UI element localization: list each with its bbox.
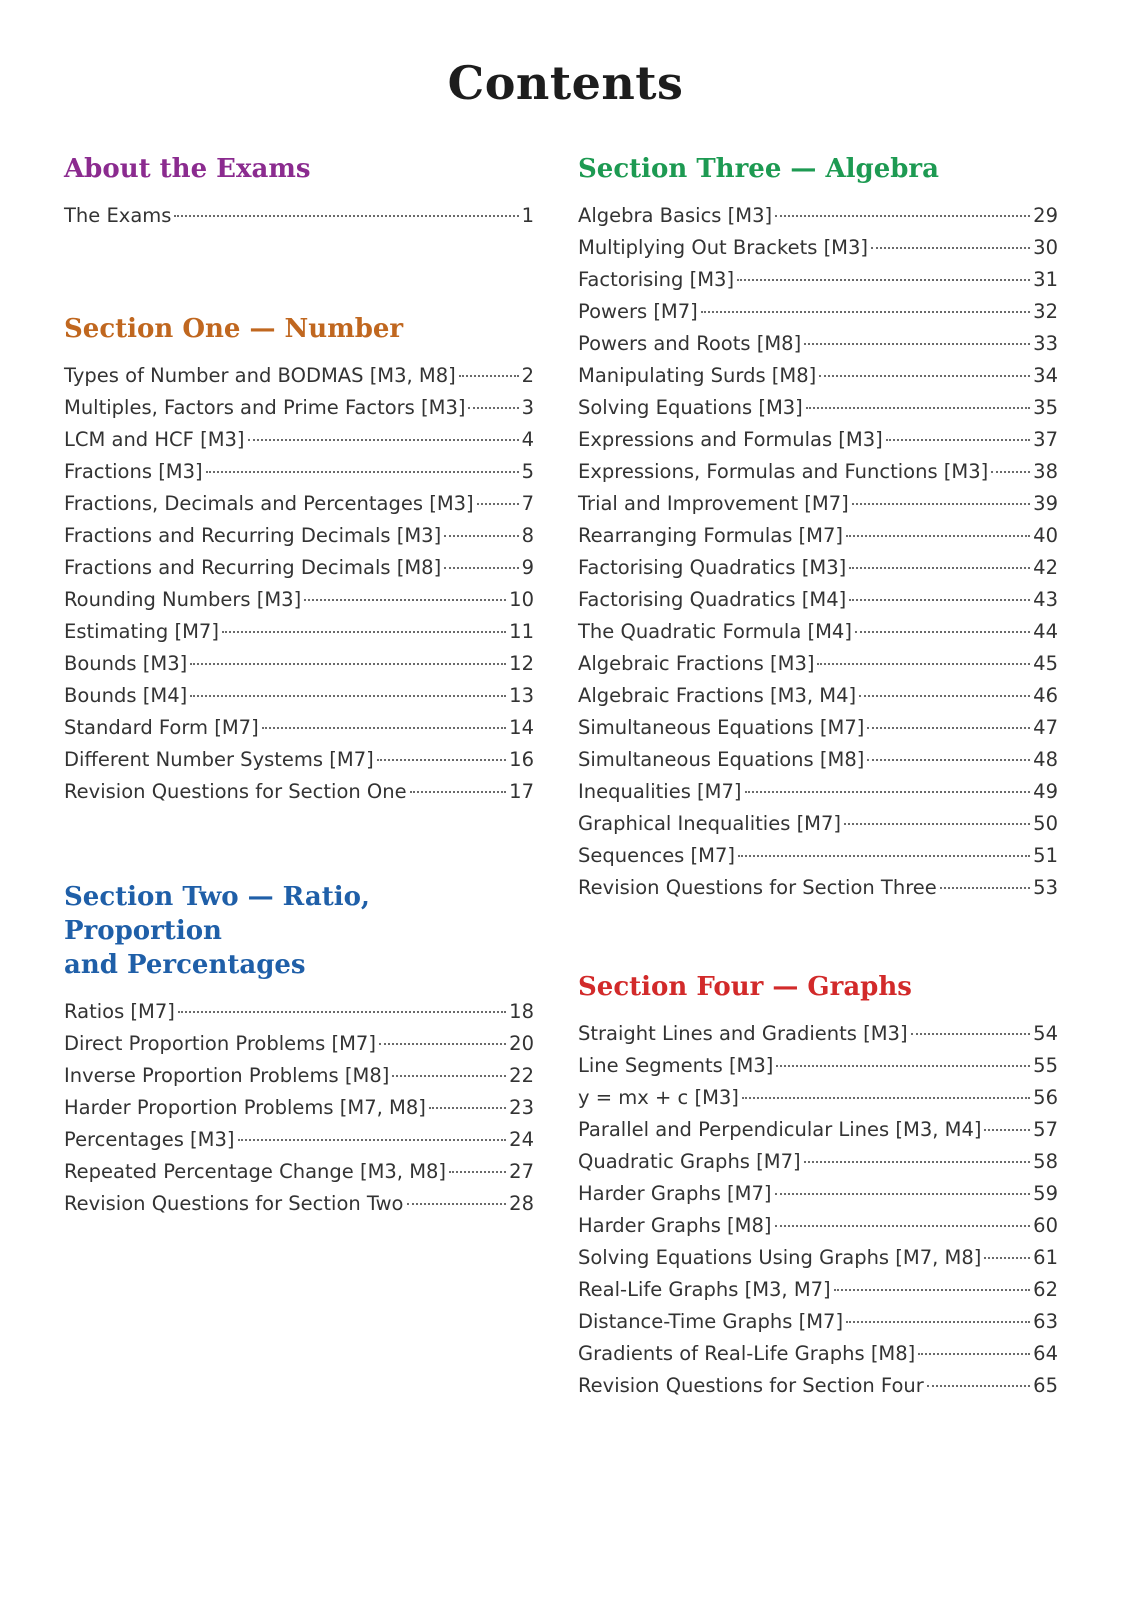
toc-entry-label: Expressions and Formulas [M3] <box>578 428 883 451</box>
dot-leader <box>775 215 1030 217</box>
dot-leader <box>304 599 506 601</box>
toc-entry[interactable] <box>64 360 534 392</box>
toc-entry-page-number: 64 <box>1033 1342 1058 1365</box>
toc-entry-label: Types of Number and BODMAS [M3, M8] <box>64 364 456 387</box>
entries-about <box>64 200 534 232</box>
toc-entry-page-number: 8 <box>521 524 534 547</box>
dot-leader <box>738 855 1030 857</box>
toc-entry-page-number: 33 <box>1033 332 1058 355</box>
toc-entry-page-number: 49 <box>1033 780 1058 803</box>
toc-entry-page-number: 3 <box>521 396 534 419</box>
toc-entry[interactable] <box>578 872 1058 904</box>
dot-leader <box>444 567 518 569</box>
dot-leader <box>701 311 1030 313</box>
toc-entry-label: Fractions and Recurring Decimals [M8] <box>64 556 442 579</box>
toc-entry[interactable] <box>64 552 534 584</box>
toc-entry-page-number: 57 <box>1033 1118 1058 1141</box>
toc-entry-page-number: 29 <box>1033 204 1058 227</box>
toc-entry[interactable] <box>578 392 1058 424</box>
dot-leader <box>206 471 519 473</box>
toc-entry[interactable] <box>578 1018 1058 1050</box>
toc-entry[interactable] <box>578 296 1058 328</box>
toc-entry-page-number: 32 <box>1033 300 1058 323</box>
toc-entry-label: The Exams <box>64 204 172 227</box>
toc-entry-page-number: 20 <box>509 1032 534 1055</box>
toc-entry[interactable] <box>578 584 1058 616</box>
toc-entry[interactable] <box>578 232 1058 264</box>
toc-entry-label: Revision Questions for Section Four <box>578 1374 924 1397</box>
toc-entry-page-number: 9 <box>521 556 534 579</box>
toc-entry-page-number: 43 <box>1033 588 1058 611</box>
toc-entry-label: Harder Proportion Problems [M7, M8] <box>64 1096 426 1119</box>
dot-leader <box>174 215 518 217</box>
toc-entry-page-number: 47 <box>1033 716 1058 739</box>
toc-entry-label: Factorising Quadratics [M4] <box>578 588 847 611</box>
toc-entry[interactable] <box>578 1146 1058 1178</box>
dot-leader <box>844 823 1030 825</box>
toc-entry-label: Graphical Inequalities [M7] <box>578 812 842 835</box>
dot-leader <box>392 1075 506 1077</box>
toc-entry[interactable] <box>64 1060 534 1092</box>
toc-entry[interactable] <box>64 424 534 456</box>
toc-entry-page-number: 5 <box>521 460 534 483</box>
toc-entry-page-number: 60 <box>1033 1214 1058 1237</box>
toc-entry-label: Powers and Roots [M8] <box>578 332 802 355</box>
toc-entry-page-number: 30 <box>1033 236 1058 259</box>
toc-entry-page-number: 22 <box>509 1064 534 1087</box>
dot-leader <box>918 1353 1030 1355</box>
entries-graphs <box>578 1018 1058 1402</box>
toc-entry-page-number: 38 <box>1033 460 1058 483</box>
toc-entry[interactable] <box>578 776 1058 808</box>
toc-entry-page-number: 58 <box>1033 1150 1058 1173</box>
toc-entry-label: The Quadratic Formula [M4] <box>578 620 852 643</box>
toc-entry-label: Factorising [M3] <box>578 268 735 291</box>
toc-entry-page-number: 50 <box>1033 812 1058 835</box>
toc-entry-label: Quadratic Graphs [M7] <box>578 1150 801 1173</box>
section-heading-about: About the Exams <box>64 154 311 184</box>
toc-entry-label: Inequalities [M7] <box>578 780 742 803</box>
toc-entry-page-number: 24 <box>509 1128 534 1151</box>
toc-entry-page-number: 59 <box>1033 1182 1058 1205</box>
toc-entry-page-number: 42 <box>1033 556 1058 579</box>
toc-entry[interactable] <box>578 1338 1058 1370</box>
toc-entry[interactable] <box>64 648 534 680</box>
dot-leader <box>737 279 1030 281</box>
dot-leader <box>940 887 1030 889</box>
toc-entry-page-number: 31 <box>1033 268 1058 291</box>
dot-leader <box>846 1321 1030 1323</box>
toc-entry[interactable] <box>64 1092 534 1124</box>
toc-entry-page-number: 46 <box>1033 684 1058 707</box>
toc-entry[interactable] <box>64 680 534 712</box>
toc-entry-page-number: 48 <box>1033 748 1058 771</box>
dot-leader <box>871 247 1030 249</box>
toc-entry[interactable] <box>578 1274 1058 1306</box>
toc-entry[interactable] <box>578 648 1058 680</box>
toc-entry-page-number: 18 <box>509 1000 534 1023</box>
toc-entry[interactable] <box>64 488 534 520</box>
toc-entry[interactable] <box>64 712 534 744</box>
toc-entry-page-number: 11 <box>509 620 534 643</box>
toc-entry-page-number: 13 <box>509 684 534 707</box>
toc-entry-label: Percentages [M3] <box>64 1128 235 1151</box>
toc-entry[interactable] <box>578 616 1058 648</box>
toc-entry-page-number: 53 <box>1033 876 1058 899</box>
toc-entry-page-number: 62 <box>1033 1278 1058 1301</box>
dot-leader <box>407 1203 507 1205</box>
toc-entry[interactable] <box>578 680 1058 712</box>
dot-leader <box>806 407 1030 409</box>
toc-entry-page-number: 54 <box>1033 1022 1058 1045</box>
toc-entry-page-number: 10 <box>509 588 534 611</box>
dot-leader <box>804 343 1030 345</box>
toc-entry[interactable] <box>578 1178 1058 1210</box>
dot-leader <box>911 1033 1031 1035</box>
toc-entry-label: Simultaneous Equations [M8] <box>578 748 865 771</box>
toc-entry-label: Real-Life Graphs [M3, M7] <box>578 1278 831 1301</box>
toc-entry[interactable] <box>578 520 1058 552</box>
section-algebra <box>578 152 1058 904</box>
toc-entry-page-number: 34 <box>1033 364 1058 387</box>
toc-entry-label: Bounds [M3] <box>64 652 188 675</box>
section-graphs <box>578 970 1058 1402</box>
toc-entry[interactable] <box>578 1050 1058 1082</box>
toc-entry-page-number: 51 <box>1033 844 1058 867</box>
toc-entry-label: Solving Equations [M3] <box>578 396 803 419</box>
toc-entry-page-number: 16 <box>509 748 534 771</box>
toc-entry-label: Multiplying Out Brackets [M3] <box>578 236 869 259</box>
toc-entry-label: Distance-Time Graphs [M7] <box>578 1310 844 1333</box>
toc-entry-page-number: 7 <box>521 492 534 515</box>
dot-leader <box>775 1193 1031 1195</box>
dot-leader <box>222 631 506 633</box>
section-heading-ratio-line2: and Percentages <box>64 950 306 980</box>
dot-leader <box>775 1225 1031 1227</box>
toc-entry[interactable] <box>64 520 534 552</box>
toc-entry-label: Revision Questions for Section Two <box>64 1192 404 1215</box>
toc-entry-page-number: 65 <box>1033 1374 1058 1397</box>
dot-leader <box>238 1139 507 1141</box>
dot-leader <box>776 1065 1030 1067</box>
toc-entry[interactable] <box>578 488 1058 520</box>
toc-entry[interactable] <box>64 1188 534 1220</box>
toc-entry-page-number: 23 <box>509 1096 534 1119</box>
toc-entry[interactable] <box>578 424 1058 456</box>
toc-entry-label: Revision Questions for Section Three <box>578 876 937 899</box>
toc-entry[interactable] <box>64 616 534 648</box>
toc-entry[interactable] <box>64 584 534 616</box>
dot-leader <box>477 503 519 505</box>
toc-entry-page-number: 27 <box>509 1160 534 1183</box>
dot-leader <box>742 1097 1030 1099</box>
entries-algebra <box>578 200 1058 904</box>
toc-entry-page-number: 37 <box>1033 428 1058 451</box>
toc-entry[interactable] <box>578 744 1058 776</box>
toc-entry[interactable] <box>64 776 534 808</box>
dot-leader <box>248 439 519 441</box>
toc-entry-label: Parallel and Perpendicular Lines [M3, M4] <box>578 1118 982 1141</box>
toc-entry-page-number: 35 <box>1033 396 1058 419</box>
toc-entry[interactable] <box>64 996 534 1028</box>
toc-entry-label: Powers [M7] <box>578 300 698 323</box>
section-heading-algebra: Section Three — Algebra <box>578 154 939 184</box>
toc-entry[interactable] <box>578 1082 1058 1114</box>
dot-leader <box>410 791 507 793</box>
toc-entry[interactable] <box>578 456 1058 488</box>
toc-entry-page-number: 2 <box>521 364 534 387</box>
toc-entry-label: Repeated Percentage Change [M3, M8] <box>64 1160 447 1183</box>
toc-entry-label: Revision Questions for Section One <box>64 780 407 803</box>
toc-entry-page-number: 28 <box>509 1192 534 1215</box>
toc-entry-label: Estimating [M7] <box>64 620 219 643</box>
entries-ratio <box>64 996 534 1220</box>
toc-entry[interactable] <box>578 1306 1058 1338</box>
dot-leader <box>449 1171 506 1173</box>
toc-entry[interactable] <box>578 840 1058 872</box>
dot-leader <box>379 1043 506 1045</box>
dot-leader <box>849 567 1030 569</box>
toc-entry-page-number: 56 <box>1033 1086 1058 1109</box>
toc-entry-page-number: 63 <box>1033 1310 1058 1333</box>
toc-entry[interactable] <box>578 712 1058 744</box>
section-ratio <box>64 880 534 1220</box>
toc-entry-page-number: 17 <box>509 780 534 803</box>
toc-entry-label: Different Number Systems [M7] <box>64 748 374 771</box>
dot-leader <box>984 1129 1030 1131</box>
toc-entry[interactable] <box>578 808 1058 840</box>
dot-leader <box>852 503 1030 505</box>
toc-entry[interactable] <box>64 1156 534 1188</box>
toc-entry[interactable] <box>64 392 534 424</box>
dot-leader <box>927 1385 1030 1387</box>
dot-leader <box>459 375 519 377</box>
toc-entry-page-number: 61 <box>1033 1246 1058 1269</box>
dot-leader <box>886 439 1030 441</box>
toc-entry-label: Simultaneous Equations [M7] <box>578 716 865 739</box>
toc-entry[interactable] <box>578 1210 1058 1242</box>
toc-entry-page-number: 14 <box>509 716 534 739</box>
dot-leader <box>834 1289 1031 1291</box>
dot-leader <box>817 663 1030 665</box>
section-heading-ratio-line1: Section Two — Ratio, Proportion <box>64 882 370 946</box>
toc-entry-label: Algebraic Fractions [M3, M4] <box>578 684 857 707</box>
dot-leader <box>991 471 1030 473</box>
dot-leader <box>377 759 506 761</box>
dot-leader <box>745 791 1031 793</box>
section-about <box>64 152 534 232</box>
toc-entry-label: Expressions, Formulas and Functions [M3] <box>578 460 989 483</box>
toc-entry-label: Straight Lines and Gradients [M3] <box>578 1022 908 1045</box>
toc-entry-label: Inverse Proportion Problems [M8] <box>64 1064 390 1087</box>
toc-entry-page-number: 39 <box>1033 492 1058 515</box>
toc-entry[interactable] <box>578 264 1058 296</box>
toc-entry[interactable] <box>64 744 534 776</box>
toc-entry-label: Direct Proportion Problems [M7] <box>64 1032 376 1055</box>
dot-leader <box>846 535 1030 537</box>
dot-leader <box>804 1161 1031 1163</box>
toc-entry-label: Fractions, Decimals and Percentages [M3] <box>64 492 474 515</box>
section-number <box>64 312 534 808</box>
toc-entry[interactable] <box>64 200 534 232</box>
toc-entry-label: Harder Graphs [M8] <box>578 1214 772 1237</box>
dot-leader <box>190 695 506 697</box>
dot-leader <box>867 727 1030 729</box>
section-heading-number: Section One — Number <box>64 314 404 344</box>
toc-entry-label: Gradients of Real-Life Graphs [M8] <box>578 1342 916 1365</box>
toc-entry[interactable] <box>64 1124 534 1156</box>
dot-leader <box>262 727 506 729</box>
toc-entry[interactable] <box>64 456 534 488</box>
dot-leader <box>178 1011 506 1013</box>
section-heading-ratio <box>64 880 534 982</box>
toc-entry-label: Rearranging Formulas [M7] <box>578 524 844 547</box>
toc-entry-page-number: 12 <box>509 652 534 675</box>
dot-leader <box>429 1107 506 1109</box>
section-heading-graphs: Section Four — Graphs <box>578 972 912 1002</box>
dot-leader <box>984 1257 1030 1259</box>
dot-leader <box>468 407 518 409</box>
dot-leader <box>859 695 1030 697</box>
toc-entry-label: Factorising Quadratics [M3] <box>578 556 847 579</box>
dot-leader <box>867 759 1030 761</box>
toc-entry-label: Trial and Improvement [M7] <box>578 492 849 515</box>
toc-entry[interactable] <box>64 1028 534 1060</box>
toc-entry-label: Bounds [M4] <box>64 684 188 707</box>
dot-leader <box>855 631 1030 633</box>
dot-leader <box>849 599 1030 601</box>
toc-entry-label: Manipulating Surds [M8] <box>578 364 817 387</box>
toc-entry[interactable] <box>578 328 1058 360</box>
toc-entry-label: Ratios [M7] <box>64 1000 175 1023</box>
toc-entry-page-number: 55 <box>1033 1054 1058 1077</box>
toc-entry-label: LCM and HCF [M3] <box>64 428 245 451</box>
page-title: Contents <box>447 56 684 110</box>
toc-entry[interactable] <box>578 1242 1058 1274</box>
toc-entry-label: Line Segments [M3] <box>578 1054 774 1077</box>
toc-entry[interactable] <box>578 1370 1058 1402</box>
toc-entry[interactable] <box>578 360 1058 392</box>
dot-leader <box>819 375 1030 377</box>
toc-entry-label: Multiples, Factors and Prime Factors [M3] <box>64 396 466 419</box>
toc-entry-label: Standard Form [M7] <box>64 716 259 739</box>
toc-entry-page-number: 45 <box>1033 652 1058 675</box>
toc-entry-page-number: 44 <box>1033 620 1058 643</box>
toc-entry-label: Harder Graphs [M7] <box>578 1182 772 1205</box>
toc-entry-label: Fractions [M3] <box>64 460 203 483</box>
toc-entry-label: Algebraic Fractions [M3] <box>578 652 815 675</box>
toc-entry-label: Algebra Basics [M3] <box>578 204 773 227</box>
dot-leader <box>444 535 518 537</box>
toc-entry[interactable] <box>578 1114 1058 1146</box>
toc-entry[interactable] <box>578 200 1058 232</box>
toc-entry-label: Solving Equations Using Graphs [M7, M8] <box>578 1246 982 1269</box>
toc-entry-page-number: 4 <box>521 428 534 451</box>
dot-leader <box>190 663 506 665</box>
toc-entry-label: Fractions and Recurring Decimals [M3] <box>64 524 442 547</box>
toc-entry-label: Sequences [M7] <box>578 844 735 867</box>
toc-entry-page-number: 1 <box>521 204 534 227</box>
toc-entry-label: Rounding Numbers [M3] <box>64 588 302 611</box>
toc-entry[interactable] <box>578 552 1058 584</box>
toc-entry-label: y = mx + c [M3] <box>578 1086 739 1109</box>
entries-number <box>64 360 534 808</box>
toc-entry-page-number: 40 <box>1033 524 1058 547</box>
